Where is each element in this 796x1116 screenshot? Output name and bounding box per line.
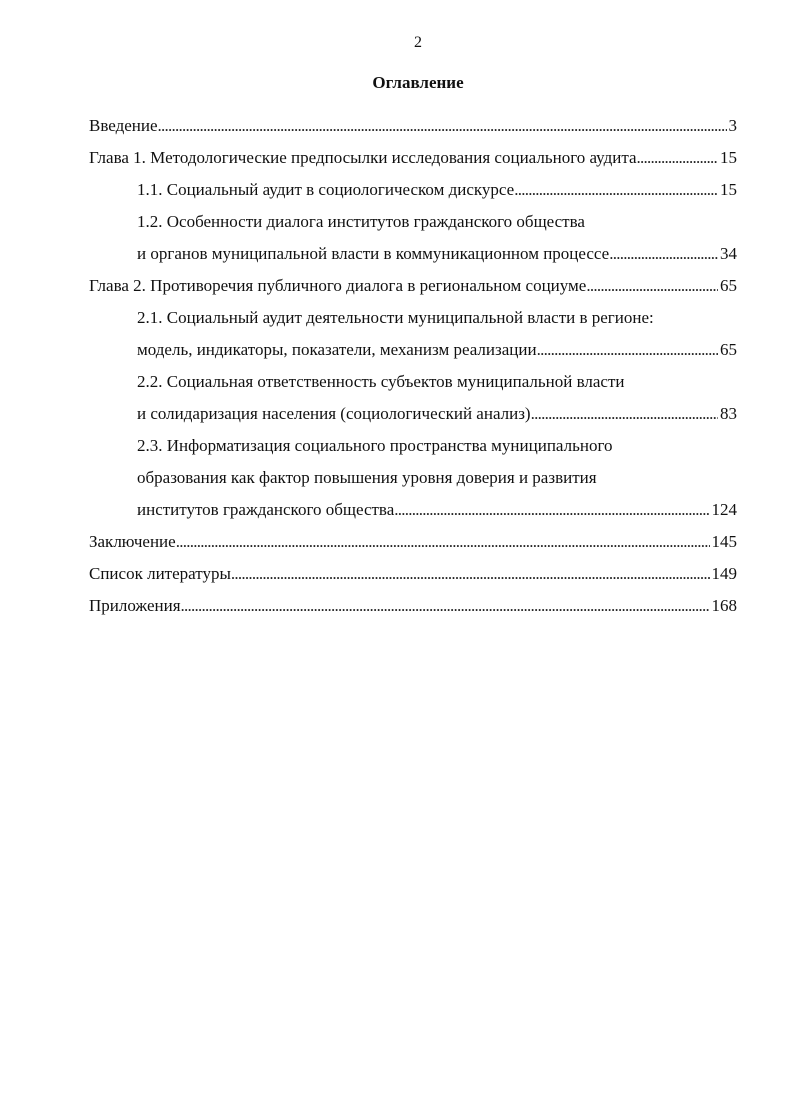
toc-entry-page: 34	[720, 244, 737, 263]
toc-entry	[89, 110, 737, 142]
toc-entry-title: Заключение	[89, 532, 176, 551]
dot-leader	[176, 526, 710, 558]
toc-entry-page: 15	[720, 148, 737, 167]
toc-entry-page: 124	[711, 500, 737, 519]
toc-entry	[89, 590, 737, 622]
dot-leader	[531, 398, 718, 430]
toc-entry-title-line: модель, индикаторы, показатели, механизм реализации	[137, 340, 537, 359]
toc-entry-page: 65	[720, 340, 737, 359]
toc-entry	[89, 430, 737, 526]
toc-entry	[89, 366, 737, 430]
toc-entry-title-line: и органов муниципальной власти в коммуникационном процессе	[137, 244, 610, 263]
toc-entry-title-line: 2.3. Информатизация социального пространства муниципального	[137, 436, 613, 455]
dot-leader	[637, 142, 718, 174]
toc-entry-page: 65	[720, 276, 737, 295]
toc-title: Оглавление	[372, 73, 464, 92]
toc-entry-title: Глава 2. Противоречия публичного диалога в региональном социуме	[89, 276, 587, 295]
table-of-contents	[89, 110, 737, 622]
toc-entry	[89, 526, 737, 558]
toc-entry	[89, 142, 737, 174]
toc-entry-title-line: 2.2. Социальная ответственность субъектов муниципальной власти	[137, 372, 625, 391]
toc-entry-title-line: 2.1. Социальный аудит деятельности муниципальной власти в регионе:	[137, 308, 654, 327]
page-number: 2	[414, 34, 422, 51]
toc-entry-title: Приложения	[89, 596, 181, 615]
toc-entry-page: 83	[720, 404, 737, 423]
toc-entry-title: Список литературы	[89, 564, 231, 583]
dot-leader	[231, 558, 710, 590]
toc-entry	[89, 174, 737, 206]
toc-entry	[89, 558, 737, 590]
toc-entry-title-line: 1.2. Особенности диалога институтов гражданского общества	[137, 212, 585, 231]
toc-entry-page: 168	[711, 596, 737, 615]
toc-entry	[89, 302, 737, 366]
toc-entry-title-line: институтов гражданского общества	[137, 500, 395, 519]
dot-leader	[394, 494, 709, 526]
toc-entry-page: 3	[728, 116, 737, 135]
dot-leader	[158, 110, 727, 142]
toc-entry	[89, 206, 737, 270]
toc-entry-title-line: и солидаризация населения (социологический анализ)	[137, 404, 531, 423]
toc-entry-page: 149	[711, 564, 737, 583]
toc-entry-title-line: образования как фактор повышения уровня доверия и развития	[137, 468, 597, 487]
dot-leader	[514, 174, 718, 206]
dot-leader	[181, 590, 710, 622]
dot-leader	[586, 270, 718, 302]
toc-entry-page: 145	[711, 532, 737, 551]
toc-entry-title: Введение	[89, 116, 158, 135]
toc-entry	[89, 270, 737, 302]
toc-entry-title: Глава 1. Методологические предпосылки исследования социального аудита	[89, 148, 637, 167]
toc-entry-title: 1.1. Социальный аудит в социологическом дискурсе	[137, 180, 515, 199]
dot-leader	[537, 334, 718, 366]
toc-entry-page: 15	[720, 180, 737, 199]
dot-leader	[609, 238, 718, 270]
